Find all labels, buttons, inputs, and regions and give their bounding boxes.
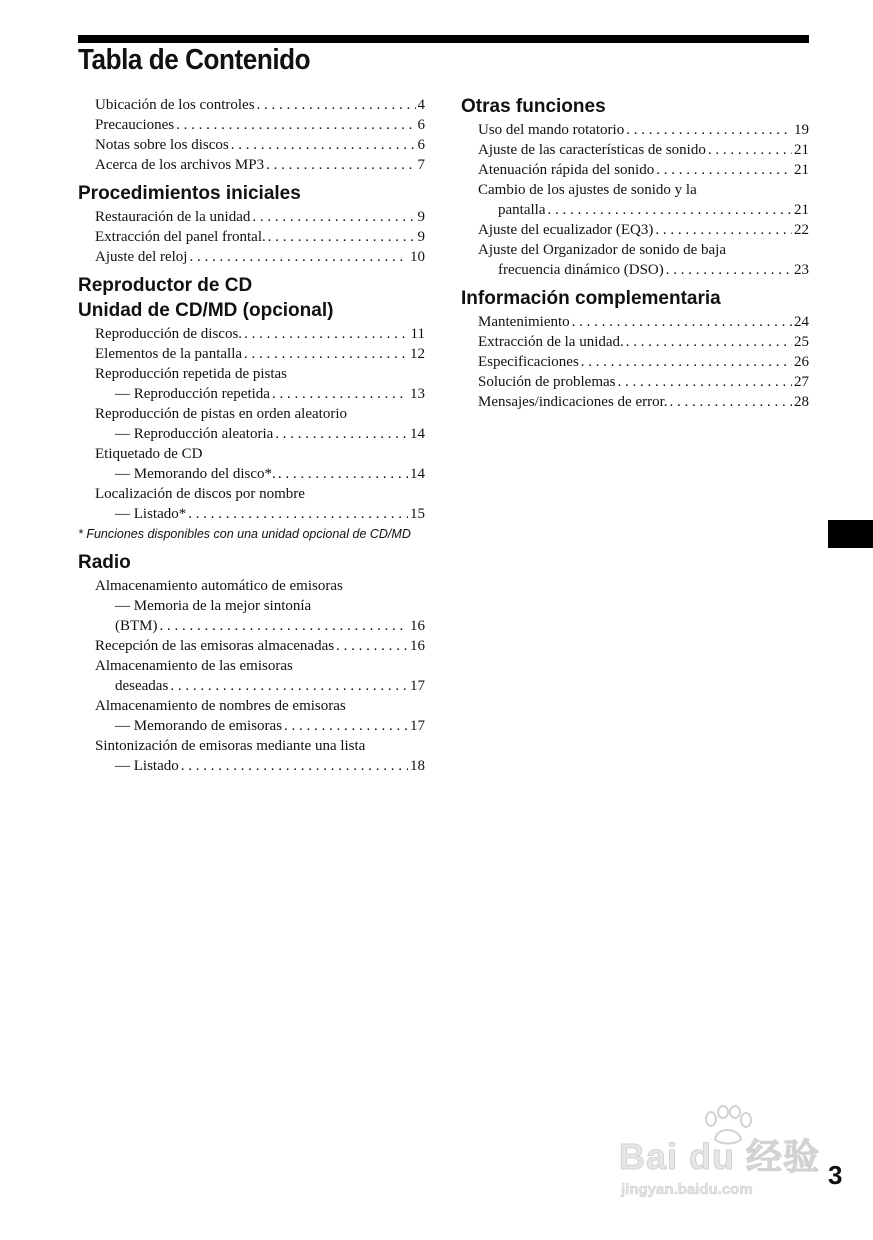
toc-entry[interactable]: Extracción del panel frontal. . . . 9 xyxy=(95,227,425,247)
page-ref: 21 xyxy=(794,162,809,178)
page-ref: 9 xyxy=(417,209,425,225)
toc-entry[interactable]: Uso del mando rotatorio . . . 19 xyxy=(478,120,809,140)
page-ref: 27 xyxy=(794,374,809,390)
page-title: Tabla de Contenido xyxy=(78,44,311,76)
toc-entry[interactable]: Atenuación rápida del sonido . . . 21 xyxy=(478,160,809,180)
page-ref: 17 xyxy=(410,718,425,734)
toc-left-column xyxy=(78,95,425,783)
toc-entry[interactable]: Reproducción de discos. . . . 11 xyxy=(95,324,425,344)
toc-entry[interactable]: Mantenimiento . . . 24 xyxy=(478,312,809,332)
toc-section-otras xyxy=(461,95,809,280)
page-ref: 7 xyxy=(417,157,425,173)
toc-entry[interactable]: Especificaciones . . . 26 xyxy=(478,352,809,372)
watermark xyxy=(617,1105,822,1205)
language-tab-marker xyxy=(828,520,873,548)
toc-entry[interactable]: Acerca de los archivos MP3 . . . 7 xyxy=(95,155,425,175)
section-heading: Procedimientos iniciales xyxy=(78,183,301,204)
section-heading: Reproductor de CD xyxy=(78,275,253,296)
footnote: * Funciones disponibles con una unidad opcional de CD/MD xyxy=(78,527,411,541)
page-ref: 14 xyxy=(410,466,425,482)
page-ref: 19 xyxy=(794,122,809,138)
toc-entry[interactable]: Extracción de la unidad. . . . 25 xyxy=(478,332,809,352)
toc-section-intro xyxy=(78,95,425,175)
page-ref: 18 xyxy=(410,758,425,774)
page-ref: 25 xyxy=(794,334,809,350)
page-ref: 16 xyxy=(410,618,425,634)
section-heading: Radio xyxy=(78,552,131,573)
toc-entry[interactable]: Ajuste del Organizador de sonido de baja frecuencia dinámico (DSO) . . . 23 xyxy=(478,240,809,280)
page-ref: 15 xyxy=(410,506,425,522)
watermark-url: jingyan.baidu.com xyxy=(621,1181,753,1198)
toc-entry[interactable]: Almacenamiento de nombres de emisoras — Memorando de emisoras . . . 17 xyxy=(95,696,425,736)
toc-entry[interactable]: Solución de problemas . . . 27 xyxy=(478,372,809,392)
toc-entry[interactable]: Ubicación de los controles . . . 4 xyxy=(95,95,425,115)
toc-entry[interactable]: Ajuste de las características de sonido . . . 21 xyxy=(478,140,809,160)
page-ref: 13 xyxy=(410,386,425,402)
toc-entry[interactable]: Reproducción repetida de pistas — Reproducción repetida . . . 13 xyxy=(95,364,425,404)
toc-entry[interactable]: Almacenamiento de las emisoras deseadas . . . 17 xyxy=(95,656,425,696)
watermark-brand: Bai du 经验 xyxy=(619,1136,821,1177)
page-ref: 6 xyxy=(417,117,425,133)
toc-entry[interactable]: Notas sobre los discos . . . 6 xyxy=(95,135,425,155)
section-heading: Información complementaria xyxy=(461,288,721,309)
toc-section-cd xyxy=(78,274,425,542)
page-ref: 9 xyxy=(417,229,425,245)
page-ref: 21 xyxy=(794,202,809,218)
page-ref: 11 xyxy=(410,326,425,342)
toc-entry[interactable]: Sintonización de emisoras mediante una lista — Listado . . . 18 xyxy=(95,736,425,776)
toc-entry[interactable]: Recepción de las emisoras almacenadas . . . 16 xyxy=(95,636,425,656)
toc-entry[interactable]: Ajuste del reloj . . . 10 xyxy=(95,247,425,267)
toc-section-procedimientos xyxy=(78,182,425,267)
top-rule xyxy=(78,35,809,43)
toc-entry[interactable]: Ajuste del ecualizador (EQ3) . . . 22 xyxy=(478,220,809,240)
page-ref: 24 xyxy=(794,314,809,330)
toc-entry[interactable]: Localización de discos por nombre — Listado* . . . 15 xyxy=(95,484,425,524)
page-ref: 17 xyxy=(410,678,425,694)
toc-section-radio xyxy=(78,551,425,776)
page-ref: 16 xyxy=(410,638,425,654)
page-ref: 10 xyxy=(410,249,425,265)
toc-entry[interactable]: Cambio de los ajustes de sonido y la pantalla . . . 21 xyxy=(478,180,809,220)
toc-right-column xyxy=(461,95,809,419)
toc-section-info xyxy=(461,287,809,412)
page-ref: 6 xyxy=(417,137,425,153)
page-ref: 14 xyxy=(410,426,425,442)
page-ref: 12 xyxy=(410,346,425,362)
page-ref: 22 xyxy=(794,222,809,238)
toc-entry[interactable]: Etiquetado de CD — Memorando del disco*. . . . 14 xyxy=(95,444,425,484)
page-ref: 26 xyxy=(794,354,809,370)
section-heading: Otras funciones xyxy=(461,96,606,117)
section-heading: Unidad de CD/MD (opcional) xyxy=(78,300,334,321)
toc-entry[interactable]: Elementos de la pantalla . . . 12 xyxy=(95,344,425,364)
toc-entry[interactable]: Mensajes/indicaciones de error. . . . 28 xyxy=(478,392,809,412)
page-ref: 21 xyxy=(794,142,809,158)
page-number: 3 xyxy=(828,1160,843,1190)
toc-entry[interactable]: Reproducción de pistas en orden aleatorio — Reproducción aleatoria . . . 14 xyxy=(95,404,425,444)
toc-entry[interactable]: Restauración de la unidad . . . 9 xyxy=(95,207,425,227)
page-ref: 23 xyxy=(794,262,809,278)
toc-entry[interactable]: Precauciones . . . 6 xyxy=(95,115,425,135)
toc-entry[interactable]: Almacenamiento automático de emisoras — Memoria de la mejor sintonía (BTM) . . . 16 xyxy=(95,576,425,636)
page-ref: 28 xyxy=(794,394,809,410)
page-ref: 4 xyxy=(417,97,425,113)
